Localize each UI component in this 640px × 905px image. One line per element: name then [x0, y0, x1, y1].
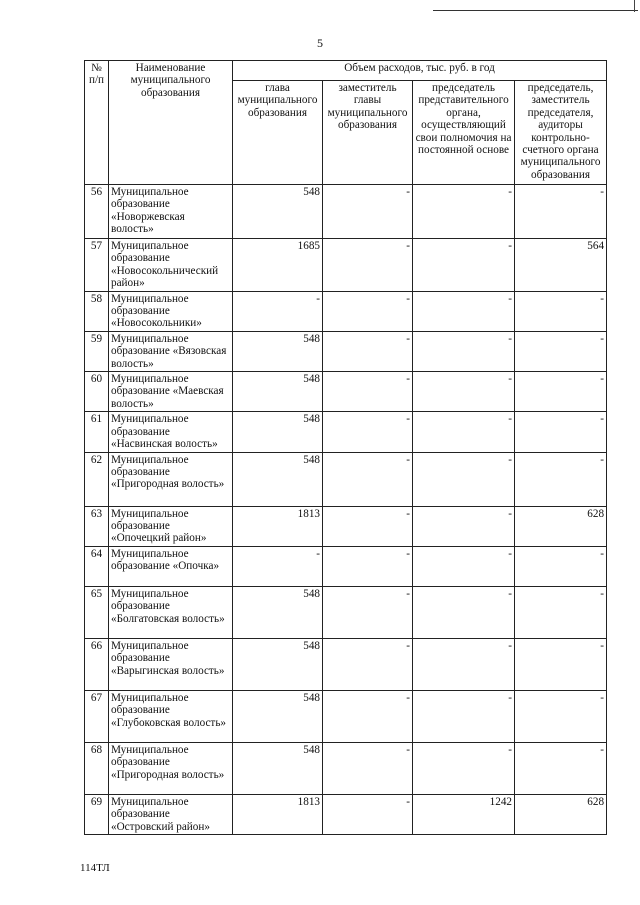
header-col3: председатель представительного органа, осуществляющий свои полномочия на постоянной основе	[413, 81, 515, 185]
value-council-chair: -	[413, 239, 515, 292]
value-council-chair: -	[413, 452, 515, 506]
value-head: 548	[233, 690, 323, 742]
value-council-chair: -	[413, 331, 515, 371]
row-number: 64	[85, 546, 109, 586]
value-deputy: -	[323, 638, 413, 690]
value-council-chair: -	[413, 546, 515, 586]
value-head: -	[233, 546, 323, 586]
row-number: 67	[85, 690, 109, 742]
value-council-chair: -	[413, 291, 515, 331]
table-row	[85, 412, 607, 452]
value-audit-chair: -	[515, 638, 607, 690]
footer-code: 114ТЛ	[80, 862, 110, 874]
value-audit-chair: -	[515, 412, 607, 452]
value-council-chair: -	[413, 638, 515, 690]
value-deputy: -	[323, 506, 413, 546]
table-row	[85, 291, 607, 331]
value-head: 548	[233, 372, 323, 412]
value-head: 548	[233, 586, 323, 638]
value-head: 548	[233, 742, 323, 794]
value-council-chair: -	[413, 185, 515, 239]
row-name: Муниципальное образование «Варыгинская волость»	[109, 638, 233, 690]
table-row	[85, 185, 607, 239]
row-number: 59	[85, 331, 109, 371]
table-row	[85, 372, 607, 412]
header-col4: председатель, заместитель председателя, аудиторы контрольно-счетного органа муниципального образования	[515, 81, 607, 185]
top-rule	[433, 10, 638, 11]
table-row	[85, 742, 607, 794]
table-row	[85, 331, 607, 371]
value-head: 1813	[233, 794, 323, 834]
value-head: 548	[233, 331, 323, 371]
value-head: 548	[233, 412, 323, 452]
expenditure-table	[84, 60, 607, 835]
row-name: Муниципальное образование «Опочка»	[109, 546, 233, 586]
value-audit-chair: 628	[515, 506, 607, 546]
value-council-chair: -	[413, 586, 515, 638]
row-name: Муниципальное образование «Пригородная волость»	[109, 452, 233, 506]
value-deputy: -	[323, 794, 413, 834]
row-number: 58	[85, 291, 109, 331]
row-number: 61	[85, 412, 109, 452]
top-rule-tick	[634, 0, 635, 12]
row-number: 69	[85, 794, 109, 834]
value-audit-chair: -	[515, 185, 607, 239]
row-name: Муниципальное образование «Маевская волость»	[109, 372, 233, 412]
row-name: Муниципальное образование «Глубоковская волость»	[109, 690, 233, 742]
value-head: 548	[233, 185, 323, 239]
value-deputy: -	[323, 372, 413, 412]
row-name: Муниципальное образование «Вязовская волость»	[109, 331, 233, 371]
row-number: 56	[85, 185, 109, 239]
row-number: 63	[85, 506, 109, 546]
table-row	[85, 239, 607, 292]
value-deputy: -	[323, 185, 413, 239]
row-name: Муниципальное образование «Болгатовская волость»	[109, 586, 233, 638]
value-head: 548	[233, 638, 323, 690]
header-group: Объем расходов, тыс. руб. в год	[233, 61, 607, 81]
value-deputy: -	[323, 331, 413, 371]
value-deputy: -	[323, 690, 413, 742]
row-name: Муниципальное образование «Островский район»	[109, 794, 233, 834]
row-name: Муниципальное образование «Пригородная волость»	[109, 742, 233, 794]
value-audit-chair: -	[515, 586, 607, 638]
value-council-chair: -	[413, 742, 515, 794]
value-council-chair: -	[413, 412, 515, 452]
value-audit-chair: 628	[515, 794, 607, 834]
header-col2: заместитель главы муниципального образования	[323, 81, 413, 185]
table-row	[85, 638, 607, 690]
value-audit-chair: -	[515, 331, 607, 371]
table-row	[85, 690, 607, 742]
table-row	[85, 452, 607, 506]
value-audit-chair: -	[515, 742, 607, 794]
row-name: Муниципальное образование «Опочецкий район»	[109, 506, 233, 546]
page-number: 5	[317, 36, 323, 50]
value-council-chair: -	[413, 690, 515, 742]
row-name: Муниципальное образование «Новосокольнический район»	[109, 239, 233, 292]
value-deputy: -	[323, 239, 413, 292]
header-num: № п/п	[85, 61, 109, 185]
value-audit-chair: -	[515, 372, 607, 412]
value-deputy: -	[323, 742, 413, 794]
row-name: Муниципальное образование «Новосокольники»	[109, 291, 233, 331]
row-number: 68	[85, 742, 109, 794]
value-deputy: -	[323, 546, 413, 586]
value-audit-chair: -	[515, 690, 607, 742]
value-council-chair: 1242	[413, 794, 515, 834]
row-number: 60	[85, 372, 109, 412]
table-row	[85, 586, 607, 638]
row-number: 57	[85, 239, 109, 292]
table-row	[85, 506, 607, 546]
value-deputy: -	[323, 291, 413, 331]
value-audit-chair: -	[515, 452, 607, 506]
header-col1: глава муниципального образования	[233, 81, 323, 185]
row-name: Муниципальное образование «Новоржевская волость»	[109, 185, 233, 239]
value-head: -	[233, 291, 323, 331]
table-row	[85, 794, 607, 834]
value-council-chair: -	[413, 506, 515, 546]
table-row	[85, 546, 607, 586]
value-head: 1685	[233, 239, 323, 292]
value-head: 1813	[233, 506, 323, 546]
value-deputy: -	[323, 452, 413, 506]
header-name: Наименование муниципального образования	[109, 61, 233, 185]
row-name: Муниципальное образование «Насвинская волость»	[109, 412, 233, 452]
row-number: 62	[85, 452, 109, 506]
value-deputy: -	[323, 412, 413, 452]
value-audit-chair: -	[515, 291, 607, 331]
row-number: 65	[85, 586, 109, 638]
row-number: 66	[85, 638, 109, 690]
value-audit-chair: 564	[515, 239, 607, 292]
value-deputy: -	[323, 586, 413, 638]
value-head: 548	[233, 452, 323, 506]
value-council-chair: -	[413, 372, 515, 412]
value-audit-chair: -	[515, 546, 607, 586]
